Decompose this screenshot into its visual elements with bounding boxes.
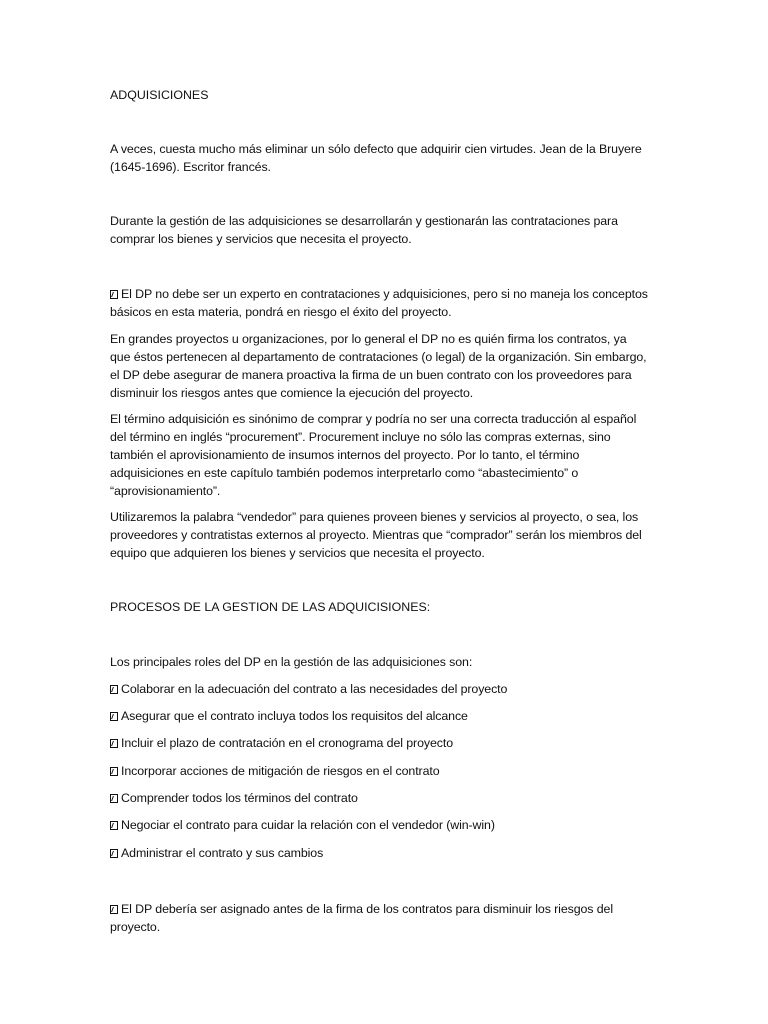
role-item-text: Incorporar acciones de mitigación de riesgos en el contrato [121,764,440,778]
role-item-text: Negociar el contrato para cuidar la relación con el vendedor (win-win) [121,818,495,832]
role-item-text: Colaborar en la adecuación del contrato a las necesidades del proyecto [121,682,508,696]
role-item-text: Administrar el contrato y sus cambios [121,846,324,860]
role-item [110,707,650,725]
document-title: ADQUISICIONES [110,88,209,102]
bullet-glyph-icon [110,821,118,830]
note-expert [110,285,650,321]
role-item-text: Comprender todos los términos del contrato [121,791,358,805]
bullet-glyph-icon [110,849,118,858]
role-item [110,844,650,862]
opening-quote: A veces, cuesta mucho más eliminar un sólo defecto que adquirir cien virtudes. Jean de la Bruyere (1645-1696). Escritor francés. [110,142,642,174]
role-item [110,762,650,780]
bullet-glyph-icon [110,290,118,299]
note-assign-text: El DP debería ser asignado antes de la firma de los contratos para disminuir los riesgos del proyecto. [110,902,613,934]
role-item [110,816,650,834]
role-item-text: Asegurar que el contrato incluya todos los requisitos del alcance [121,709,468,723]
bullet-glyph-icon [110,739,118,748]
section-heading: PROCESOS DE LA GESTION DE LAS ADQUICISIONES: [110,600,431,614]
role-item-text: Incluir el plazo de contratación en el cronograma del proyecto [121,736,453,750]
paragraph-large-projects: En grandes proyectos u organizaciones, por lo general el DP no es quién firma los contratos, ya que éstos pertenecen al departamento de contrataciones (o legal) de la organización. Sin embargo, el DP debe asegurar de manera proactiva la firma de un buen contrato con los proveedores para disminuir los riesgos antes que comience la ejecución del proyecto. [110,332,647,400]
bullet-glyph-icon [110,794,118,803]
bullet-glyph-icon [110,905,118,914]
paragraph-vendor: Utilizaremos la palabra “vendedor” para quienes proveen bienes y servicios al proyecto, o sea, los proveedores y contratistas externos al proyecto. Mientras que “comprador” serán los miembros del equipo que adquieren los bienes y servicios que necesita el proyecto. [110,510,642,560]
note-expert-text: El DP no debe ser un experto en contrataciones y adquisiciones, pero si no maneja los conceptos básicos en esta materia, pondrá en riesgo el éxito del proyecto. [110,287,648,319]
role-item [110,734,650,752]
roles-intro: Los principales roles del DP en la gestión de las adquisiciones son: [110,655,473,669]
bullet-glyph-icon [110,685,118,694]
role-item [110,680,650,698]
bullet-glyph-icon [110,767,118,776]
role-item [110,789,650,807]
note-assign [110,900,650,936]
intro-paragraph: Durante la gestión de las adquisiciones se desarrollarán y gestionarán las contrataciones para comprar los bienes y servicios que necesita el proyecto. [110,214,618,246]
bullet-glyph-icon [110,712,118,721]
paragraph-term: El término adquisición es sinónimo de comprar y podría no ser una correcta traducción al español del término en inglés “procurement”. Procurement incluye no sólo las compras externas, sino también el aprovisionamiento de insumos internos del proyecto. Por lo tanto, el término adquisiciones en este capítulo también podemos interpretarlo como “abastecimiento” o “aprovisionamiento”. [110,412,637,498]
